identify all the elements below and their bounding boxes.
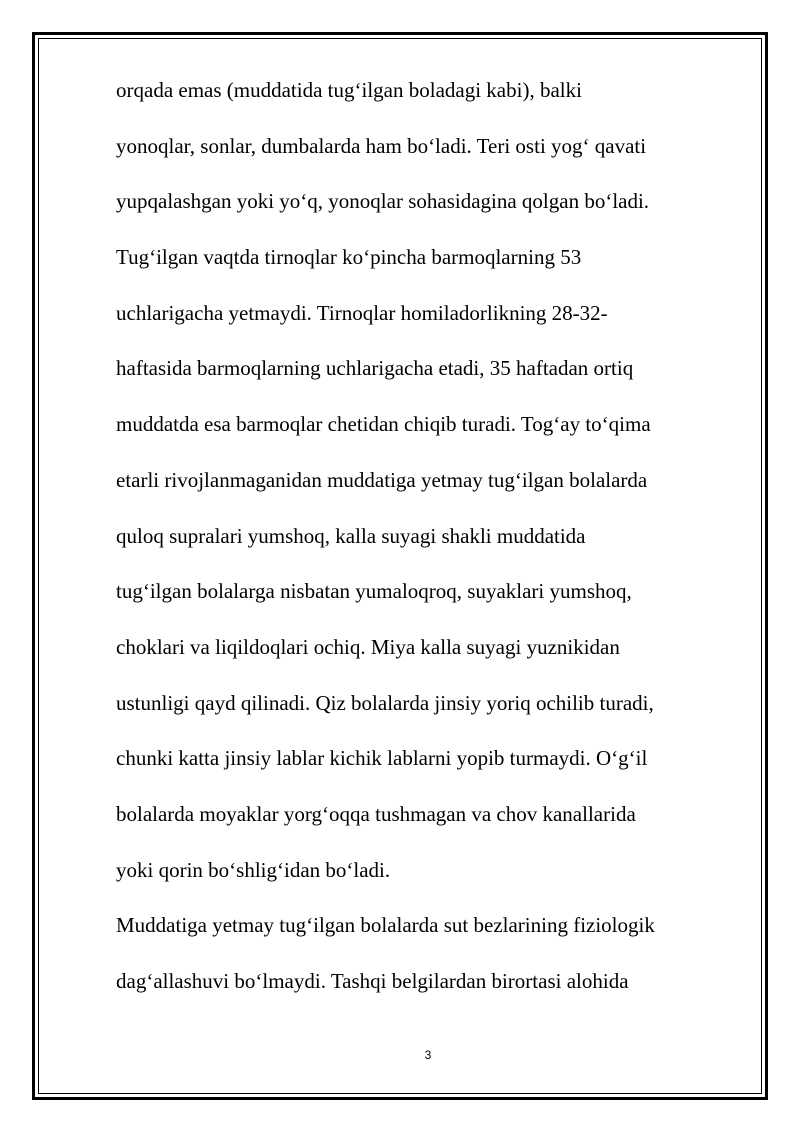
- text-line: quloq supralari yumshoq, kalla suyagi shakli muddatida: [116, 523, 586, 548]
- text-line: uchlarigacha yetmaydi. Tirnoqlar homiladorlikning 28-32-: [116, 300, 608, 325]
- text-line: choklari va liqildoqlari ochiq. Miya kalla suyagi yuznikidan: [116, 634, 620, 659]
- paragraph-1: [116, 68, 746, 903]
- text-line: chunki katta jinsiy lablar kichik lablarni yopib turmaydi. O‘g‘il: [116, 746, 648, 771]
- text-line: yonoqlar, sonlar, dumbalarda ham bo‘ladi. Teri osti yog‘ qavati: [116, 133, 647, 158]
- text-line: haftasida barmoqlarning uchlarigacha etadi, 35 haftadan ortiq: [116, 356, 634, 381]
- text-line: dag‘allashuvi bo‘lmaydi. Tashqi belgilardan birortasi alohida: [116, 969, 629, 993]
- text-line: yoki qorin bo‘shlig‘idan bo‘ladi.: [116, 857, 391, 882]
- text-line: Tug‘ilgan vaqtda tirnoqlar ko‘pincha barmoqlarning 53: [116, 245, 582, 270]
- text-line: ustunligi qayd qilinadi. Qiz bolalarda jinsiy yoriq ochilib turadi,: [116, 690, 654, 715]
- text-line: bolalarda moyaklar yorg‘oqqa tushmagan va chov kanallarida: [116, 801, 636, 826]
- text-line: yupqalashgan yoki yo‘q, yonoqlar sohasidagina qolgan bo‘ladi.: [116, 189, 650, 214]
- text-line: etarli rivojlanmaganidan muddatiga yetmay tug‘ilgan bolalarda: [116, 467, 648, 492]
- text-line: orqada emas (muddatida tug‘ilgan boladagi kabi), balki: [116, 78, 582, 102]
- text-line: tug‘ilgan bolalarga nisbatan yumaloqroq, suyaklari yumshoq,: [116, 579, 632, 604]
- text-line: Muddatiga yetmay tug‘ilgan bolalarda sut bezlarining fiziologik: [116, 913, 655, 938]
- text-line: muddatda esa barmoqlar chetidan chiqib turadi. Tog‘ay to‘qima: [116, 412, 651, 437]
- document-body: [116, 68, 746, 1015]
- page-number: 3: [424, 1048, 432, 1062]
- paragraph-2: [116, 903, 746, 1014]
